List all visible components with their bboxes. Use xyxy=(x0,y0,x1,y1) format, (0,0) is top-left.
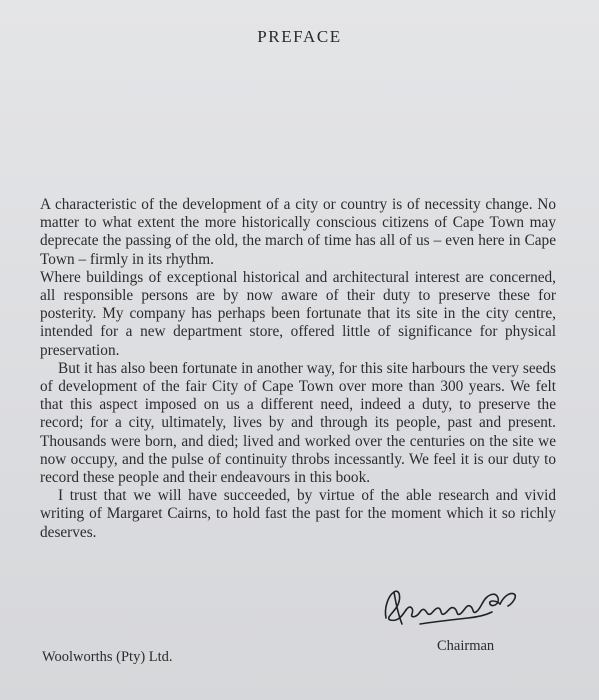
handwritten-signature xyxy=(380,578,530,636)
preface-body xyxy=(40,196,556,542)
paragraph-1: A characteristic of the development of a city or country is of necessity change. No matter to what extent the more historically conscious citizens of Cape Town may deprecate the passing of the old, the march of time has all of us – even here in Cape Town – firmly in its rhythm. xyxy=(40,196,556,268)
paragraph-2: Where buildings of exceptional historical and architectural interest are concerned, all responsible persons are by now aware of their duty to preserve these for posterity. My company has perhaps been fortunate that its site in the city centre, intended for a new department store, offered little of significance for physical preservation. xyxy=(40,268,556,359)
signatory-title: Chairman xyxy=(437,638,495,654)
paragraph-4: I trust that we will have succeeded, by virtue of the able research and vivid writing of Margaret Cairns, to hold fast the past for the moment which it so richly deserves. xyxy=(40,487,556,541)
page-title: PREFACE xyxy=(257,27,342,46)
company-name: Woolworths (Pty) Ltd. xyxy=(42,649,173,665)
paragraph-3: But it has also been fortunate in another way, for this site harbours the very seeds of development of the fair City of Cape Town over more than 300 years. We felt that this aspect imposed on us a different need, indeed a duty, to preserve the record; for a city, ultimately, lives by and through its people, past and present. Thousands were born, and died; lived and worked over the centuries on the site we now occupy, and the pulse of continuity throbs incessantly. We feel it is our duty to record these people and their endeavours in this book. xyxy=(40,359,556,487)
